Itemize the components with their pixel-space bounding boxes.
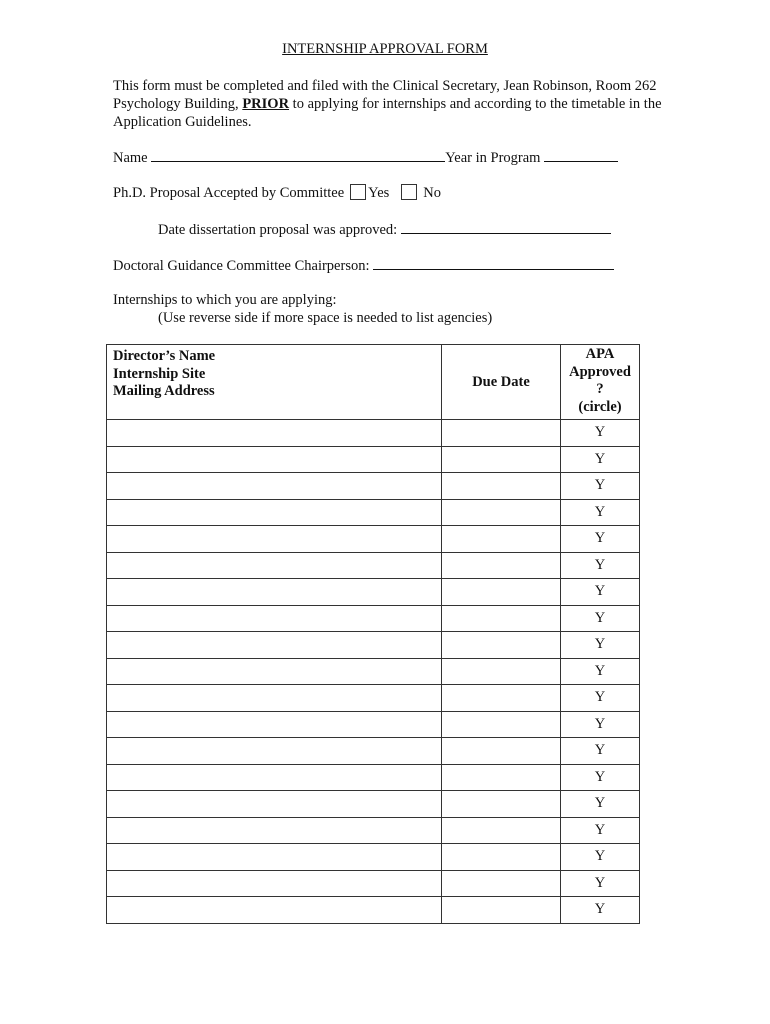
apa-approved-cell — [561, 473, 640, 500]
table-row — [107, 897, 640, 924]
table-row — [107, 473, 640, 500]
apa-approved-cell — [561, 632, 640, 659]
apa-approved-cell — [561, 605, 640, 632]
apa-yes-option[interactable]: Y — [594, 556, 606, 573]
due-date-cell[interactable] — [442, 526, 561, 553]
table-row — [107, 632, 640, 659]
due-date-cell[interactable] — [442, 685, 561, 712]
director-site-address-cell[interactable] — [107, 658, 442, 685]
due-date-cell[interactable] — [442, 552, 561, 579]
table-row — [107, 764, 640, 791]
apa-yes-option[interactable]: Y — [594, 503, 606, 520]
intro-text-1: This form must be completed and filed with the Clinical Secretary, Jean Robinson, Room 262 Psychology Building, — [113, 78, 657, 112]
director-site-address-cell[interactable] — [107, 711, 442, 738]
due-date-cell[interactable] — [442, 605, 561, 632]
due-date-cell[interactable] — [442, 446, 561, 473]
apa-yes-option[interactable]: Y — [594, 874, 606, 891]
internships-label: Internships to which you are applying: — [113, 292, 337, 308]
director-header-line: Director’s Name — [113, 348, 216, 364]
address-header-line: Mailing Address — [113, 383, 215, 399]
director-site-address-cell[interactable] — [107, 499, 442, 526]
apa-approved-cell — [561, 844, 640, 871]
due-date-cell[interactable] — [442, 499, 561, 526]
apa-yes-option[interactable]: Y — [594, 848, 606, 865]
internships-note: (Use reverse side if more space is needed to list agencies) — [158, 310, 493, 326]
apa-approved-cell — [561, 685, 640, 712]
apa-approved-cell — [561, 738, 640, 765]
table-row — [107, 605, 640, 632]
apa-yes-option[interactable]: Y — [594, 609, 606, 626]
director-site-address-cell[interactable] — [107, 579, 442, 606]
apa-approved-cell — [561, 817, 640, 844]
table-row — [107, 526, 640, 553]
date-row — [158, 220, 611, 239]
apa-yes-option[interactable]: Y — [594, 768, 606, 785]
intro-prior-emphasis: PRIOR — [242, 96, 290, 112]
director-site-address-cell[interactable] — [107, 632, 442, 659]
apa-yes-option[interactable]: Y — [594, 742, 606, 759]
table-row — [107, 499, 640, 526]
apa-yes-option[interactable]: Y — [594, 662, 606, 679]
apa-yes-option[interactable]: Y — [594, 530, 606, 547]
director-site-address-cell[interactable] — [107, 897, 442, 924]
due-date-cell[interactable] — [442, 897, 561, 924]
date-label: Date dissertation proposal was approved: — [158, 222, 401, 238]
site-header-line: Internship Site — [113, 365, 206, 382]
proposal-row — [113, 184, 441, 202]
apa-yes-option[interactable]: Y — [594, 477, 606, 494]
director-site-address-cell[interactable] — [107, 685, 442, 712]
apa-approved-cell — [561, 764, 640, 791]
due-date-cell[interactable] — [442, 473, 561, 500]
apa-yes-option[interactable]: Y — [594, 795, 606, 812]
apa-yes-option[interactable]: Y — [594, 450, 606, 467]
apa-approved-cell — [561, 526, 640, 553]
apa-column-header — [561, 345, 640, 420]
yes-label: Yes — [368, 185, 390, 201]
apa-approved-cell — [561, 870, 640, 897]
apa-approved-cell — [561, 711, 640, 738]
question-header-line: ? — [596, 381, 604, 397]
director-site-address-cell[interactable] — [107, 764, 442, 791]
internships-table — [106, 344, 640, 924]
table-row — [107, 844, 640, 871]
apa-approved-cell — [561, 897, 640, 924]
due-date-cell[interactable] — [442, 870, 561, 897]
intro-paragraph — [113, 77, 673, 131]
name-row — [113, 148, 618, 167]
due-date-cell[interactable] — [442, 738, 561, 765]
due-date-cell[interactable] — [442, 420, 561, 447]
table-row — [107, 420, 640, 447]
intro-text-2: to applying for internships and according to the timetable in the Application Guidelines. — [113, 96, 662, 130]
table-row — [107, 738, 640, 765]
apa-yes-option[interactable]: Y — [594, 715, 606, 732]
director-site-address-cell[interactable] — [107, 817, 442, 844]
director-site-address-cell[interactable] — [107, 420, 442, 447]
table-row — [107, 685, 640, 712]
apa-approved-cell — [561, 499, 640, 526]
due-date-cell[interactable] — [442, 764, 561, 791]
table-header-row — [107, 345, 640, 420]
due-date-cell[interactable] — [442, 658, 561, 685]
due-date-cell[interactable] — [442, 579, 561, 606]
year-field[interactable] — [544, 148, 618, 162]
table-row — [107, 711, 640, 738]
table-row — [107, 658, 640, 685]
name-field[interactable] — [151, 148, 445, 162]
chair-field[interactable] — [373, 256, 614, 270]
director-site-address-cell[interactable] — [107, 844, 442, 871]
director-site-address-cell[interactable] — [107, 791, 442, 818]
director-site-address-cell[interactable] — [107, 473, 442, 500]
due-date-cell[interactable] — [442, 844, 561, 871]
apa-yes-option[interactable]: Y — [594, 636, 606, 653]
director-site-address-cell[interactable] — [107, 552, 442, 579]
director-site-address-cell[interactable] — [107, 605, 442, 632]
circle-header-line: (circle) — [578, 398, 622, 415]
director-site-address-cell[interactable] — [107, 738, 442, 765]
approved-header-line: Approved — [569, 363, 631, 380]
apa-yes-option[interactable]: Y — [594, 689, 606, 706]
director-column-header — [107, 345, 442, 420]
name-label: Name — [113, 150, 152, 166]
apa-header-line: APA — [585, 346, 615, 362]
table-row — [107, 552, 640, 579]
chair-row — [113, 256, 614, 275]
table-row — [107, 579, 640, 606]
apa-approved-cell — [561, 552, 640, 579]
director-site-address-cell[interactable] — [107, 446, 442, 473]
apa-yes-option[interactable]: Y — [594, 424, 606, 441]
table-row — [107, 817, 640, 844]
apa-yes-option[interactable]: Y — [594, 583, 606, 600]
apa-yes-option[interactable]: Y — [594, 821, 606, 838]
due-date-cell[interactable] — [442, 711, 561, 738]
apa-approved-cell — [561, 420, 640, 447]
apa-approved-cell — [561, 446, 640, 473]
no-checkbox[interactable] — [401, 184, 417, 200]
due-date-cell[interactable] — [442, 817, 561, 844]
yes-checkbox[interactable] — [350, 184, 366, 200]
year-label: Year in Program — [445, 150, 545, 166]
director-site-address-cell[interactable] — [107, 870, 442, 897]
no-label: No — [423, 185, 442, 201]
due-date-cell[interactable] — [442, 632, 561, 659]
proposal-label: Ph.D. Proposal Accepted by Committee — [113, 185, 345, 201]
form-title: INTERNSHIP APPROVAL FORM — [282, 41, 488, 57]
due-date-cell[interactable] — [442, 791, 561, 818]
chair-label: Doctoral Guidance Committee Chairperson: — [113, 258, 374, 274]
director-site-address-cell[interactable] — [107, 526, 442, 553]
date-field[interactable] — [401, 220, 611, 234]
apa-approved-cell — [561, 579, 640, 606]
table-row — [107, 870, 640, 897]
apa-yes-option[interactable]: Y — [594, 901, 606, 918]
table-row — [107, 791, 640, 818]
due-date-column-header: Due Date — [442, 345, 561, 420]
apa-approved-cell — [561, 658, 640, 685]
apa-approved-cell — [561, 791, 640, 818]
table-row — [107, 446, 640, 473]
